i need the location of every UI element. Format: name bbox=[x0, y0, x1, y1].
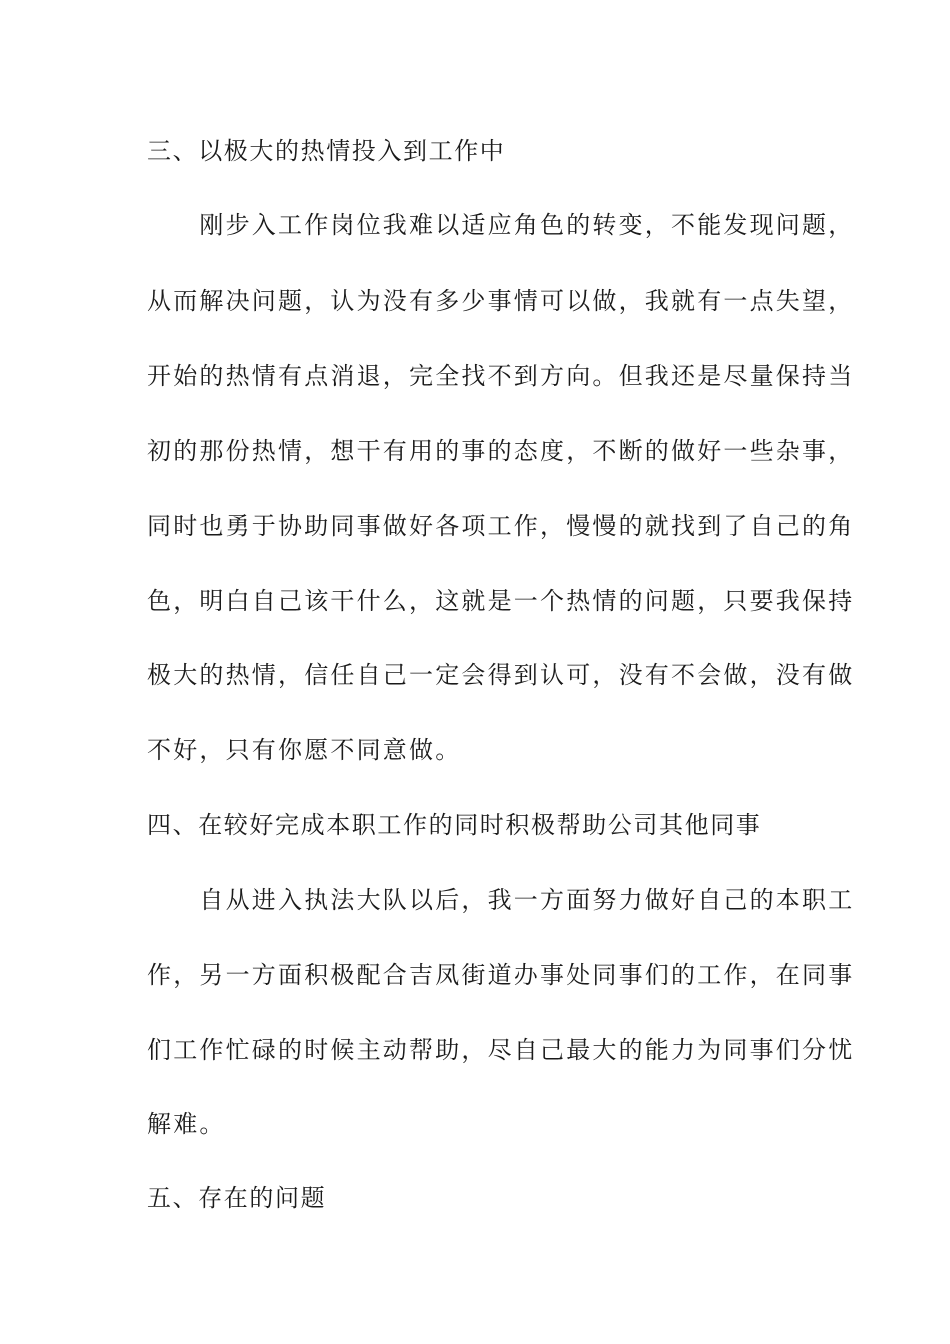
paragraph-line: 从而解决问题，认为没有多少事情可以做，我就有一点失望， bbox=[147, 287, 855, 315]
paragraph-line: 极大的热情，信任自己一定会得到认可，没有不会做，没有做 bbox=[147, 661, 855, 689]
paragraph-line: 同时也勇于协助同事做好各项工作，慢慢的就找到了自己的角 bbox=[147, 512, 855, 540]
paragraph-line: 刚步入工作岗位我难以适应角色的转变，不能发现问题， bbox=[147, 211, 855, 239]
paragraph-line: 色，明白自己该干什么，这就是一个热情的问题，只要我保持 bbox=[147, 587, 855, 615]
paragraph-line: 解难。 bbox=[147, 1110, 226, 1138]
paragraph-line: 初的那份热情，想干有用的事的态度，不断的做好一些杂事， bbox=[147, 437, 855, 465]
section-heading-4: 四、在较好完成本职工作的同时积极帮助公司其他同事 bbox=[147, 811, 762, 839]
section-heading-5: 五、存在的问题 bbox=[147, 1184, 327, 1212]
paragraph-line: 自从进入执法大队以后，我一方面努力做好自己的本职工 bbox=[147, 886, 855, 914]
paragraph-line: 作，另一方面积极配合吉凤街道办事处同事们的工作，在同事 bbox=[147, 961, 855, 989]
paragraph-line: 们工作忙碌的时候主动帮助，尽自己最大的能力为同事们分忧 bbox=[147, 1036, 855, 1064]
paragraph-line: 不好，只有你愿不同意做。 bbox=[147, 736, 462, 764]
paragraph-line: 开始的热情有点消退，完全找不到方向。但我还是尽量保持当 bbox=[147, 362, 855, 390]
section-heading-3: 三、以极大的热情投入到工作中 bbox=[147, 137, 506, 165]
